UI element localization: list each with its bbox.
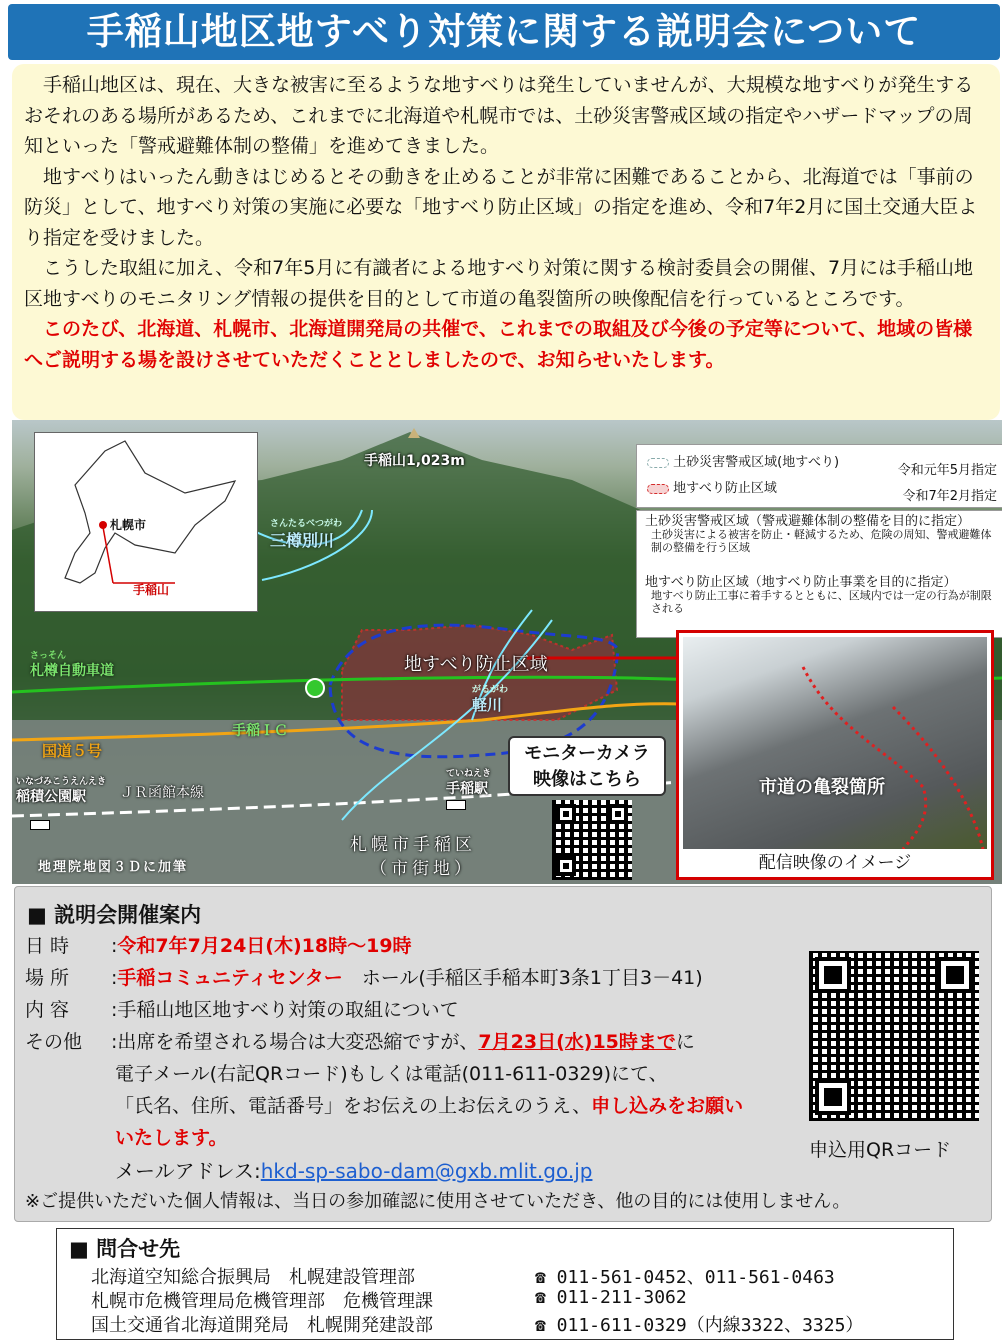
application-qr-code[interactable] — [809, 951, 979, 1121]
legend-warning-date: 令和元年5月指定 — [897, 463, 997, 478]
station-marker — [446, 800, 466, 810]
monitor-line: モニターカメラ — [524, 743, 650, 764]
contact-phone: ☎ 011-211-3062 — [535, 1287, 687, 1308]
info-other-line: いたします。 — [115, 1127, 228, 1149]
expressway-ruby: さっそん — [30, 651, 67, 661]
warning-zone-swatch — [647, 458, 669, 468]
contact-org: 札幌市危機管理局危機管理部 危機管理課 — [91, 1291, 433, 1312]
jr-line-label: ＪＲ函館本線 — [120, 785, 204, 801]
qr-finder — [556, 856, 576, 876]
qr-finder — [937, 957, 973, 993]
peak-label: 手稲山1,023m — [364, 453, 465, 469]
meeting-info — [14, 886, 992, 1222]
info-content-row: 内 容 :手稲山地区地すべり対策の取組について — [25, 995, 459, 1022]
station-ruby: いなづみこうえんえき — [16, 777, 107, 787]
content-value: 手稲山地区地すべり対策の取組について — [117, 999, 459, 1021]
crack-outline — [683, 637, 987, 849]
monitor-qr-code[interactable] — [552, 800, 632, 880]
info-other-row: その他 :出席を希望される場合は大変恐縮ですが、7月23日(水)15時までに — [25, 1027, 695, 1054]
qr-finder — [608, 804, 628, 824]
info-key: 日 時 — [25, 935, 70, 957]
contact-phone: ☎ 011-561-0452、011-561-0463 — [535, 1267, 835, 1288]
page-title: 手稲山地区地すべり対策に関する説明会について — [8, 4, 1000, 60]
station-ruby: ていねえき — [446, 769, 492, 779]
date-value: 令和7年7月24日(木)18時～19時 — [117, 935, 412, 957]
privacy-notice: ※ご提供いただいた個人情報は、当日の参加確認に使用させていただき、他の目的には使用しません。 — [25, 1191, 851, 1212]
deadline: 7月23日(水)15時まで — [478, 1031, 676, 1053]
intro-section — [12, 64, 1000, 420]
inset-mountain-label: 手稲山 — [133, 583, 170, 597]
station-label: 稲積公園駅 — [16, 789, 86, 805]
intro-announcement: このたび、北海道、札幌市、北海道開発局の共催で、これまでの取組及び今後の予定等について、地域の皆様へご説明する場を設けさせていただくこととしましたので、お知らせいたします。 — [24, 318, 973, 371]
expressway-label: 札樽自動車道 — [30, 663, 114, 679]
prevention-zone-swatch — [647, 484, 669, 494]
contact-section — [56, 1228, 954, 1340]
mail-label: メールアドレス: — [115, 1159, 261, 1183]
qr-caption: 申込用QRコード — [809, 1139, 952, 1161]
note-body: 土砂災害による被害を防止・軽減するため、危険の周知、警戒避難体制の整備を行う区域 — [651, 528, 992, 554]
qr-finder — [815, 1079, 851, 1115]
zone-label: 地すべり防止区域 — [404, 654, 548, 675]
inset-city-label: 札幌市 — [110, 518, 147, 532]
monitor-line: 映像はこちら — [533, 769, 641, 790]
note-heading: 土砂災害警戒区域（警戒避難体制の整備を目的に指定） — [645, 514, 971, 529]
place-name: 手稲コミュニティセンター — [117, 967, 343, 989]
qr-finder — [815, 957, 851, 993]
mail-row — [115, 1155, 592, 1184]
river-ruby: さんたるべつがわ — [270, 519, 343, 529]
station-marker — [30, 820, 50, 830]
contact-heading: ■ 問合せ先 — [69, 1237, 181, 1261]
ic-label: 手稲ＩＣ — [232, 723, 288, 739]
ward-label: 札幌市手稲区 — [350, 835, 476, 855]
info-key: その他 — [25, 1031, 83, 1053]
intro-paragraph: 地すべりはいったん動きはじめるとその動きを止めることが非常に困難であることから、北海道では「事前の防災」として、地すべり対策の実施に必要な「地すべり防止区域」の指定を進め、令和7年2月に国土交通大臣より指定を受けました。 — [24, 165, 978, 249]
map-credit: 地理院地図３Ｄに加筆 — [38, 860, 189, 875]
intro-paragraph: こうした取組に加え、令和7年5月に有識者による地すべり対策に関する検討委員会の開催、7月には手稲山地区地すべりのモニタリング情報の提供を目的として市道の亀裂箇所の映像配信を行っているところです。 — [24, 257, 974, 310]
monitor-camera-link[interactable] — [508, 736, 666, 796]
intro-paragraph: 手稲山地区は、現在、大きな被害に至るような地すべりは発生していませんが、大規模な地すべりが発生するおそれのある場所があるため、これまでに北海道や札幌市では、土砂災害警戒区域の指定やハザードマップの周知といった「警戒避難体制の整備」を進めてきました。 — [24, 74, 974, 157]
zone-explanation — [636, 510, 1002, 638]
info-other-line: 電子メール(右記QRコード)もしくは電話(011-611-0329)にて、 — [115, 1063, 668, 1085]
river-label: 三樽別川 — [270, 531, 335, 550]
legend-prevention-zone: 地すべり防止区域 — [647, 477, 777, 496]
ward-sub-label: （市街地） — [370, 859, 475, 879]
hokkaido-inset-map — [34, 432, 258, 612]
legend-warning-zone: 土砂災害警戒区域(地すべり) — [647, 451, 839, 470]
info-key: 場 所 — [25, 967, 70, 989]
crack-label: 市道の亀裂箇所 — [759, 777, 885, 798]
note-heading: 地すべり防止区域（地すべり防止事業を目的に指定） — [645, 575, 957, 590]
contact-org: 国土交通省北海道開発局 札幌開発建設部 — [91, 1315, 433, 1336]
mail-link[interactable]: hkd-sp-sabo-dam@gxb.mlit.go.jp — [260, 1159, 593, 1183]
river-label: 軽川 — [472, 696, 503, 714]
qr-finder — [556, 804, 576, 824]
info-other-line: 「氏名、住所、電話番号」をお伝えの上お伝えのうえ、申し込みをお願い — [115, 1095, 744, 1117]
legend-prevention-date: 令和7年2月指定 — [902, 489, 997, 504]
landslide-map — [12, 420, 1002, 884]
river-ruby: がるがわ — [472, 685, 509, 695]
route-label: 国道５号 — [42, 742, 103, 760]
place-address: ホール(手稲区手稲本町3条1丁目3－41) — [361, 967, 703, 989]
info-key: 内 容 — [25, 999, 70, 1021]
info-place-row: 場 所 :手稲コミュニティセンター ホール(手稲区手稲本町3条1丁目3－41) — [25, 963, 703, 990]
info-heading: ■ 説明会開催案内 — [27, 903, 202, 927]
photo-caption: 配信映像のイメージ — [758, 853, 912, 873]
map-legend — [636, 444, 1002, 508]
note-body: 地すべり防止工事に着手するとともに、区域内では一定の行為が制限される — [651, 589, 992, 615]
contact-org: 北海道空知総合振興局 札幌建設管理部 — [91, 1267, 415, 1288]
contact-phone: ☎ 011-611-0329（内線3322、3325） — [535, 1315, 864, 1336]
road-crack-photo — [676, 630, 994, 880]
station-label: 手稲駅 — [446, 781, 488, 797]
info-date-row: 日 時 :令和7年7月24日(木)18時～19時 — [25, 931, 412, 958]
crack-image — [683, 637, 987, 849]
